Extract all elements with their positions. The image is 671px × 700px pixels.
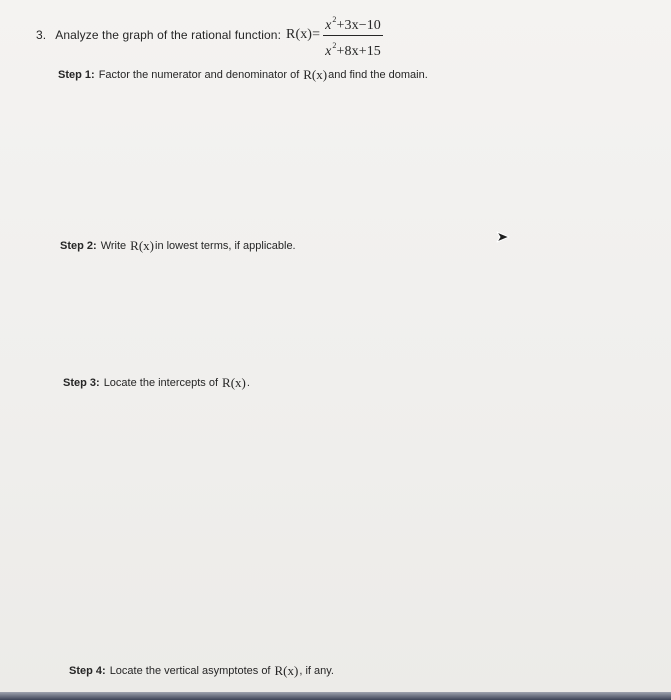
denominator: $x^2+8x+15$ xyxy=(325,40,381,59)
function-name: R(x) xyxy=(286,27,313,42)
function-lhs xyxy=(286,27,320,43)
equals-sign: = xyxy=(312,27,321,42)
step-label: Step 2: xyxy=(60,240,97,252)
step-text-after: and find the domain. xyxy=(328,69,428,81)
step-label: Step 3: xyxy=(63,377,100,389)
step-math: R(x) xyxy=(303,67,328,82)
step-text: Factor the numerator and denominator of xyxy=(98,69,300,81)
step-text: Write xyxy=(100,240,127,252)
step-math: R(x) xyxy=(130,238,154,253)
page-bottom-edge xyxy=(0,692,671,700)
arrow-cursor-icon xyxy=(494,230,510,244)
rational-fraction xyxy=(323,11,383,60)
step-3 xyxy=(63,375,250,391)
step-text-after: . xyxy=(246,377,250,389)
step-text: Locate the intercepts of xyxy=(103,377,219,389)
problem-number: 3. xyxy=(36,28,47,42)
step-4 xyxy=(69,663,334,679)
step-1 xyxy=(58,67,428,83)
step-text-after: in lowest terms, if applicable. xyxy=(155,240,296,252)
step-math: R(x) xyxy=(274,663,299,678)
step-label: Step 1: xyxy=(58,69,95,81)
step-math: R(x) xyxy=(222,375,246,390)
step-label: Step 4: xyxy=(69,665,106,677)
problem-text: Analyze the graph of the rational function: xyxy=(55,28,281,42)
step-text: Locate the vertical asymptotes of xyxy=(109,665,271,677)
step-text-after: , if any. xyxy=(299,665,334,677)
numerator: $x^2+3x-10$ xyxy=(323,11,383,36)
step-2 xyxy=(60,238,296,254)
problem-statement xyxy=(36,12,383,58)
